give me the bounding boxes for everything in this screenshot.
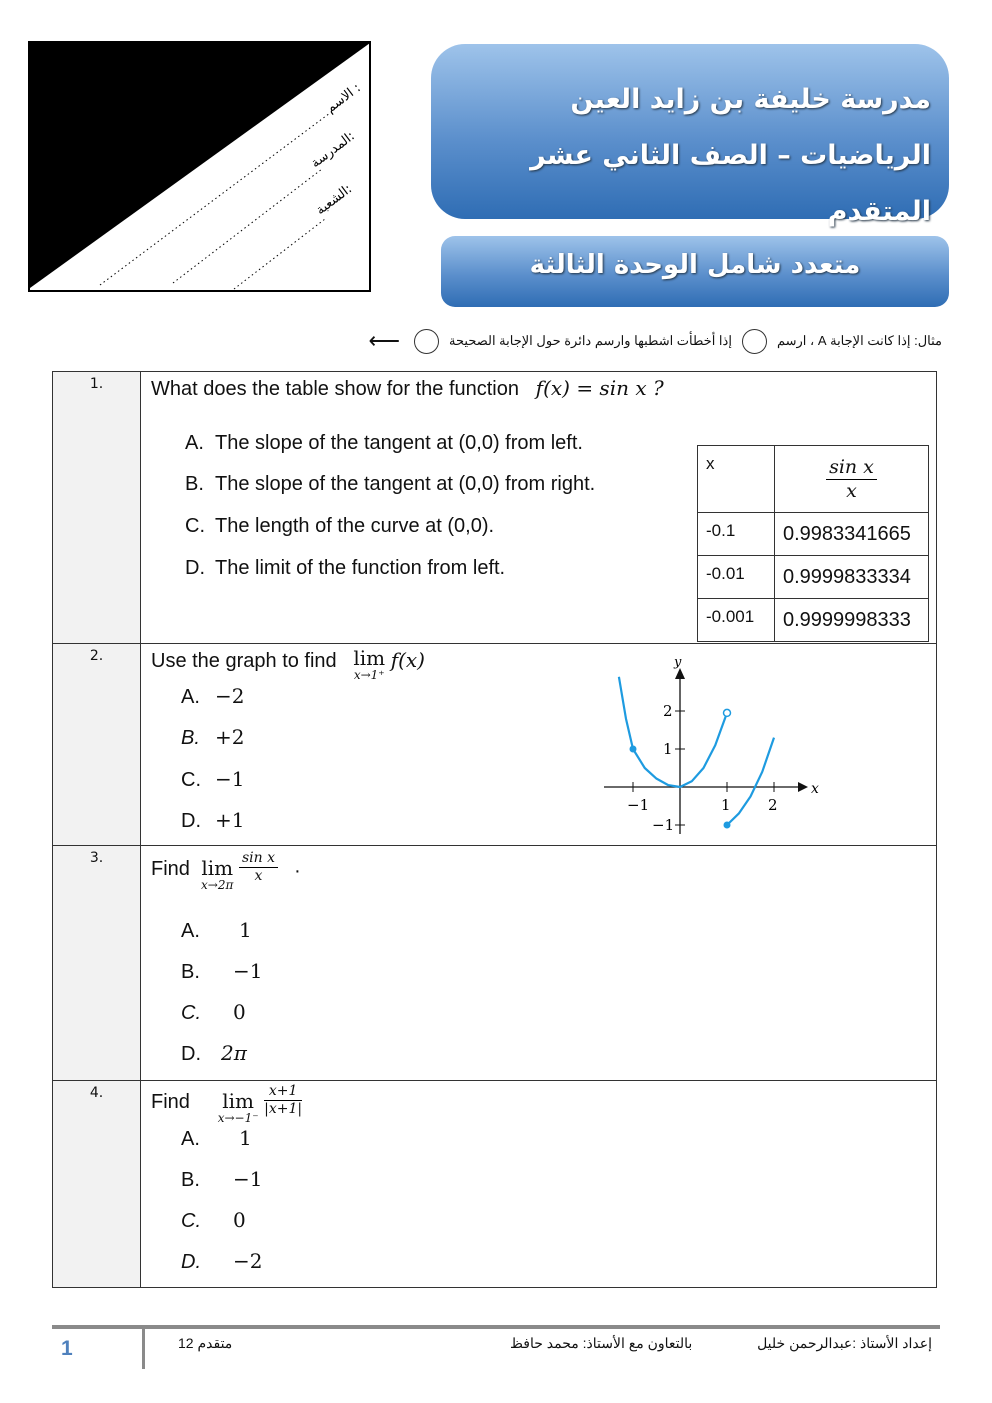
header-denominator: x <box>846 479 857 502</box>
question-row-3: 3. Find lim x→2π $\frac{\text{sin x}}{x}$ . A. 1 B. −1 C. 0 D. 2π <box>53 846 937 1081</box>
divider <box>142 1329 145 1369</box>
question-row-4: 4. Find lim x→−1⁻ $\frac{x+1}{|x+1|}$ A. 1 B. −1 C. 0 D. −2 <box>53 1081 937 1288</box>
cell-value: 0.9999833334 <box>775 556 929 599</box>
open-point <box>724 709 731 716</box>
header-x: x <box>698 446 775 513</box>
curve-piece-1 <box>619 677 727 787</box>
question-prompt: Find <box>151 1091 190 1113</box>
school-title: مدرسة خليفة بن زايد العين <box>570 84 931 115</box>
curve-piece-2 <box>727 738 774 825</box>
instruction-text-2: إذا أخطأت اشطبها وارسم دائرة حول الإجابة الصحيحة <box>449 333 732 348</box>
option-b[interactable]: B. −1 <box>181 1167 263 1191</box>
function-graph <box>596 654 836 839</box>
closed-point <box>724 822 731 829</box>
header-numerator: sin x <box>826 456 877 480</box>
closed-point <box>630 746 637 753</box>
y-tick-label: −1 <box>652 816 675 834</box>
x-tick-label: −1 <box>627 796 650 814</box>
cell-value: 0.9999998333 <box>775 599 929 642</box>
unit-title: متعدد شامل الوحدة الثالثة <box>441 236 949 307</box>
option-b[interactable]: B. −1 <box>181 959 263 983</box>
option-a[interactable]: A. −2 <box>181 684 245 708</box>
cell-x: -0.1 <box>698 513 775 556</box>
option-c[interactable]: C. The length of the curve at (0,0). <box>185 515 495 537</box>
option-c[interactable]: C. 0 <box>181 1208 246 1232</box>
cell-value: 0.9983341665 <box>775 513 929 556</box>
option-c[interactable]: C. −1 <box>181 767 245 791</box>
questions-table <box>52 371 937 1288</box>
section-label: الشعبة: <box>313 181 355 219</box>
arrow-left-icon: ⟵ <box>368 328 401 353</box>
y-tick-label: 1 <box>663 740 673 758</box>
option-d[interactable]: D. The limit of the function from left. <box>185 557 506 579</box>
option-a[interactable]: A. 1 <box>181 918 252 942</box>
question-expression: f(x) = sin x ? <box>535 376 664 400</box>
circle-icon <box>742 329 767 354</box>
school-banner <box>431 44 949 227</box>
option-a[interactable]: A. 1 <box>181 1126 252 1150</box>
x-axis-arrow-icon <box>798 782 808 792</box>
question-number: 1. <box>53 372 141 644</box>
x-tick-label: 1 <box>721 796 731 814</box>
y-tick-label: 2 <box>663 702 673 720</box>
question-number: 3. <box>53 846 141 1081</box>
circle-icon <box>414 329 439 354</box>
instructions <box>369 328 943 354</box>
y-axis-label: y <box>674 655 682 670</box>
option-d[interactable]: D. −2 <box>181 1249 263 1273</box>
page-number: 1 <box>61 1337 73 1360</box>
question-row-2: 2. Use the graph to find lim x→1⁺ f(x) A. −2 B. +2 C. −1 D. +1 x y −1 1 2 2 1 −1 <box>53 644 937 846</box>
cell-x: -0.001 <box>698 599 775 642</box>
cell-x: -0.01 <box>698 556 775 599</box>
name-label: الاسم : <box>323 80 364 117</box>
author: إعداد الأستاذ :عبدالرحمن خليل <box>757 1335 932 1351</box>
question-number: 4. <box>53 1081 141 1288</box>
student-info-box <box>28 41 371 292</box>
student-info-graphic <box>30 43 371 292</box>
option-b[interactable]: B. +2 <box>181 725 245 749</box>
option-c[interactable]: C. 0 <box>181 1000 246 1024</box>
option-a[interactable]: A. The slope of the tangent at (0,0) from left. <box>185 432 583 454</box>
collaborator: بالتعاون مع الأستاذ: محمد حافظ <box>510 1335 693 1351</box>
question-prompt: Find <box>151 858 190 880</box>
question-number: 2. <box>53 644 141 846</box>
x-tick-label: 2 <box>768 796 778 814</box>
option-d[interactable]: D. +1 <box>181 808 245 832</box>
option-b[interactable]: B. The slope of the tangent at (0,0) from right. <box>185 473 596 495</box>
course-label: 12 متقدم <box>178 1335 233 1351</box>
question-prompt: Use the graph to find <box>151 650 337 672</box>
subject-title: الرياضيات – الصف الثاني عشر المتقدم <box>530 140 931 227</box>
values-table <box>697 445 929 642</box>
option-d[interactable]: D. 2π <box>181 1041 247 1065</box>
x-axis-label: x <box>811 781 819 797</box>
question-row-1 <box>53 372 937 644</box>
page-footer <box>52 1325 940 1369</box>
question-prompt: What does the table show for the function <box>151 378 519 400</box>
school-label: المدرسة: <box>308 128 358 172</box>
instruction-text-1: مثال: إذا كانت الإجابة A ، ارسم <box>776 333 942 348</box>
